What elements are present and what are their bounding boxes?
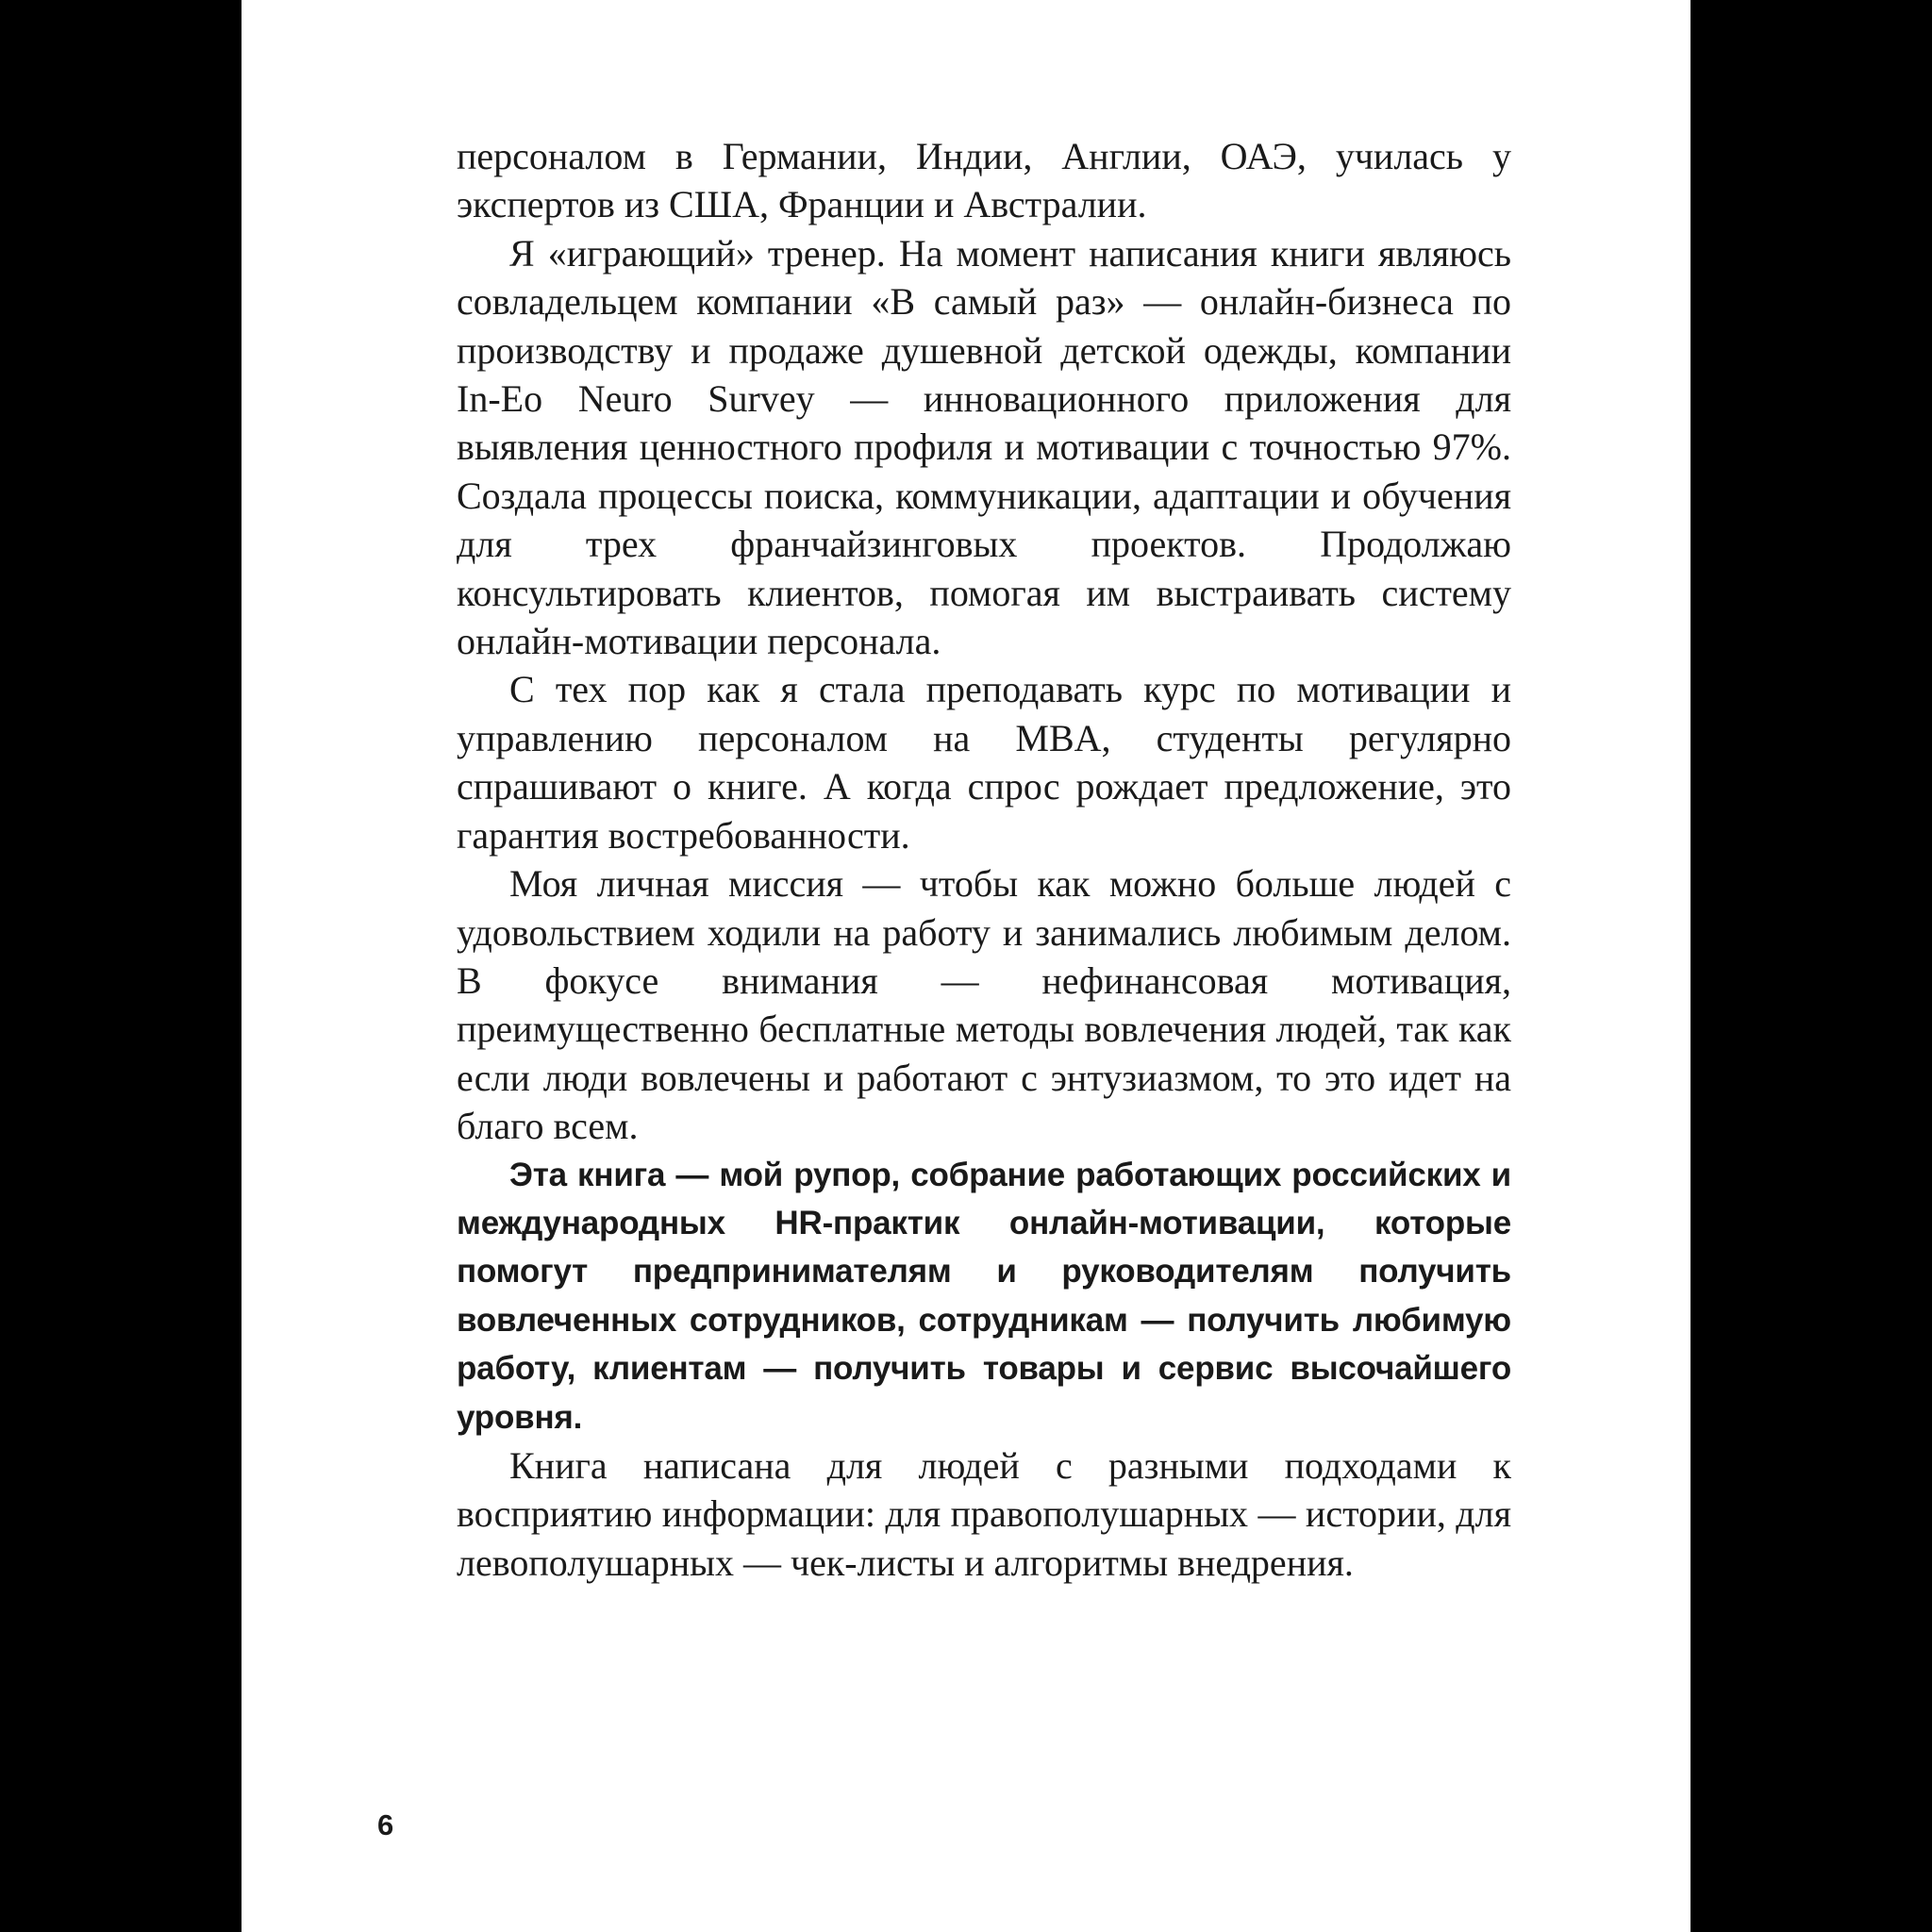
- page-number: 6: [377, 1808, 394, 1841]
- paragraph-mba: С тех пор как я стала преподавать курс по мотивации и управлению персоналом на MBA, студенты регулярно спрашивают о книге. А когда спрос рождает предложение, это гарантия востребованности.: [457, 668, 1511, 857]
- book-page: [242, 0, 1690, 1932]
- paragraph-book-purpose-bold: Эта книга — мой рупор, собрание работающих российских и международных HR-практик онлайн-мотивации, которые помогут предпринимателям и руководителям получить вовлеченных сотрудников, сотрудникам — получить любимую работу, клиентам — получить товары и сервис высочайшего уровня.: [457, 1156, 1511, 1436]
- paragraph-continuation: персоналом в Германии, Индии, Англии, ОАЭ, училась у экспертов из США, Франции и Австралии.: [457, 135, 1511, 226]
- body-text: [457, 132, 1511, 1587]
- paragraph-audience: Книга написана для людей с разными подходами к восприятию информации: для правополушарных — истории, для левополушарных — чек-листы и алгоритмы внедрения.: [457, 1443, 1511, 1584]
- paragraph-trainer: Я «играющий» тренер. На момент написания книги являюсь совладельцем компании «В самый раз» — онлайн-бизнеса по производству и продаже душевной детской одежды, компании In-Eo Neuro Survey — инновационного приложения для выявления ценностного профиля и мотивации с точностью 97%. Создала процессы поиска, коммуникации, адаптации и обучения для трех франчайзинговых проектов. Продолжаю консультировать клиентов, помогая им выстраивать систему онлайн-мотивации персонала.: [457, 231, 1511, 663]
- paragraph-mission: Моя личная миссия — чтобы как можно больше людей с удовольствием ходили на работу и занимались любимым делом. В фокусе внимания — нефинансовая мотивация, преимущественно бесплатные методы вовлечения людей, так как если люди вовлечены и работают с энтузиазмом, то это идет на благо всем.: [457, 862, 1511, 1148]
